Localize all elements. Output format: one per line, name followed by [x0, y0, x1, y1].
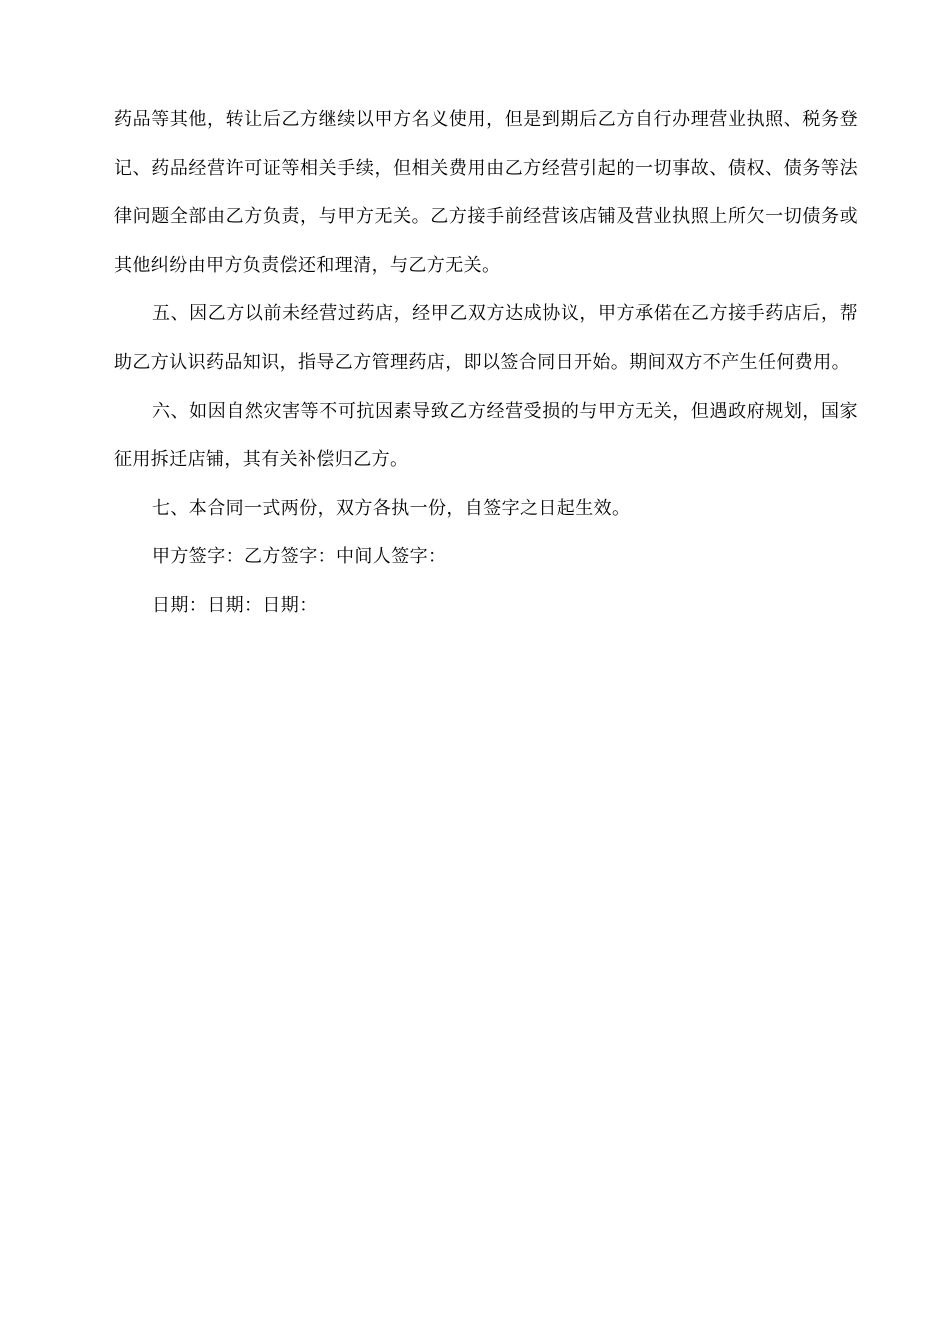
paragraph-clause-7: 七、本合同一式两份，双方各执一份，自签字之日起生效。	[152, 497, 631, 519]
document-body	[114, 96, 858, 631]
date-line: 日期：日期：日期：	[152, 594, 318, 616]
signature-line: 甲方签字：乙方签字：中间人签字：	[152, 546, 447, 568]
paragraph-clause-4-continued: 药品等其他，转让后乙方继续以甲方名义使用，但是到期后乙方自行办理营业执照、税务登记、药品经营许可证等相关手续，但相关费用由乙方经营引起的一切事故、债权、债务等法律问题全部由乙方负责，与甲方无关。乙方接手前经营该店铺及营业执照上所欠一切债务或其他纠纷由甲方负责偿还和理清，与乙方无关。	[114, 109, 858, 276]
paragraph-clause-5: 五、因乙方以前未经营过药店，经甲乙双方达成协议，甲方承偌在乙方接手药店后，帮助乙方认识药品知识，指导乙方管理药店，即以签合同日开始。期间双方不产生任何费用。	[114, 303, 858, 373]
paragraph-clause-6: 六、如因自然灾害等不可抗因素导致乙方经营受损的与甲方无关，但遇政府规划，国家征用拆迁店铺，其有关补偿归乙方。	[114, 400, 858, 471]
